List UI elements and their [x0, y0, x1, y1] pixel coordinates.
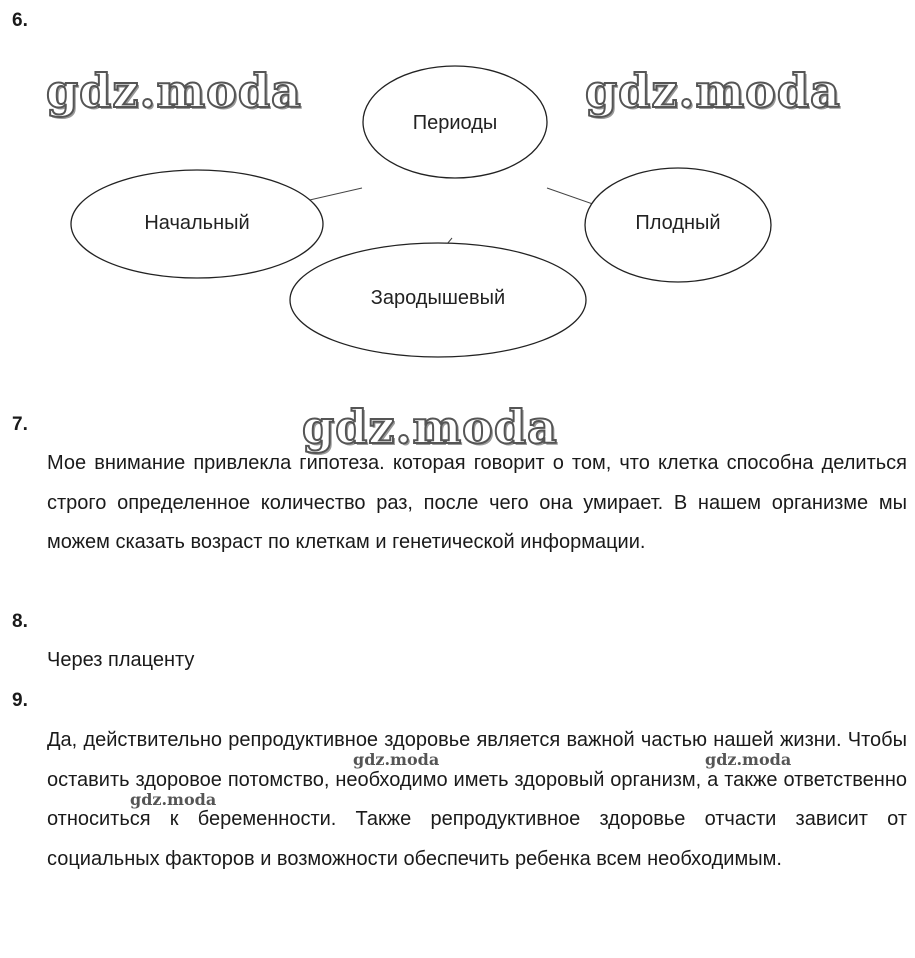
node-root-label: Периоды	[412, 112, 498, 134]
answer-8: Через плаценту	[47, 649, 195, 671]
node-initial-label: Начальный	[144, 212, 250, 234]
node-fetal	[585, 168, 771, 282]
question-number-8: 8.	[12, 611, 28, 632]
node-root	[363, 66, 547, 178]
node-embryonic-label: Зародышевый	[370, 287, 506, 309]
watermark-logo: gdz.moda	[302, 400, 558, 454]
watermark-logo: gdz.moda	[585, 64, 841, 118]
watermark-logo-small: gdz.moda	[705, 750, 792, 769]
node-fetal-label: Плодный	[635, 212, 721, 234]
watermark-logo-small: gdz.moda	[353, 750, 440, 769]
question-number-9: 9.	[12, 690, 28, 711]
watermark-logo-small: gdz.moda	[130, 790, 217, 809]
watermark-logo: gdz.moda	[46, 64, 302, 118]
node-embryonic	[290, 243, 586, 357]
answer-7: Мое внимание привлекла гипотеза. которая говорит о том, что клетка способна делиться строго определенное количество раз, после чего она умирает. В нашем организме мы можем сказать возраст по клеткам и генетической информации.	[47, 452, 907, 553]
question-number-7: 7.	[12, 414, 28, 435]
answer-9: Да, действительно репродуктивное здоровье является важной частью нашей жизни. Чтобы оставить здоровое потомство, необходимо иметь здоровый организм, а также ответственно относиться к беременности. Также репродуктивное здоровье отчасти зависит от социальных факторов и возможности обеспечить ребенка всем необходимым.	[47, 729, 907, 870]
question-number-6: 6.	[12, 10, 28, 31]
node-initial	[71, 170, 323, 278]
